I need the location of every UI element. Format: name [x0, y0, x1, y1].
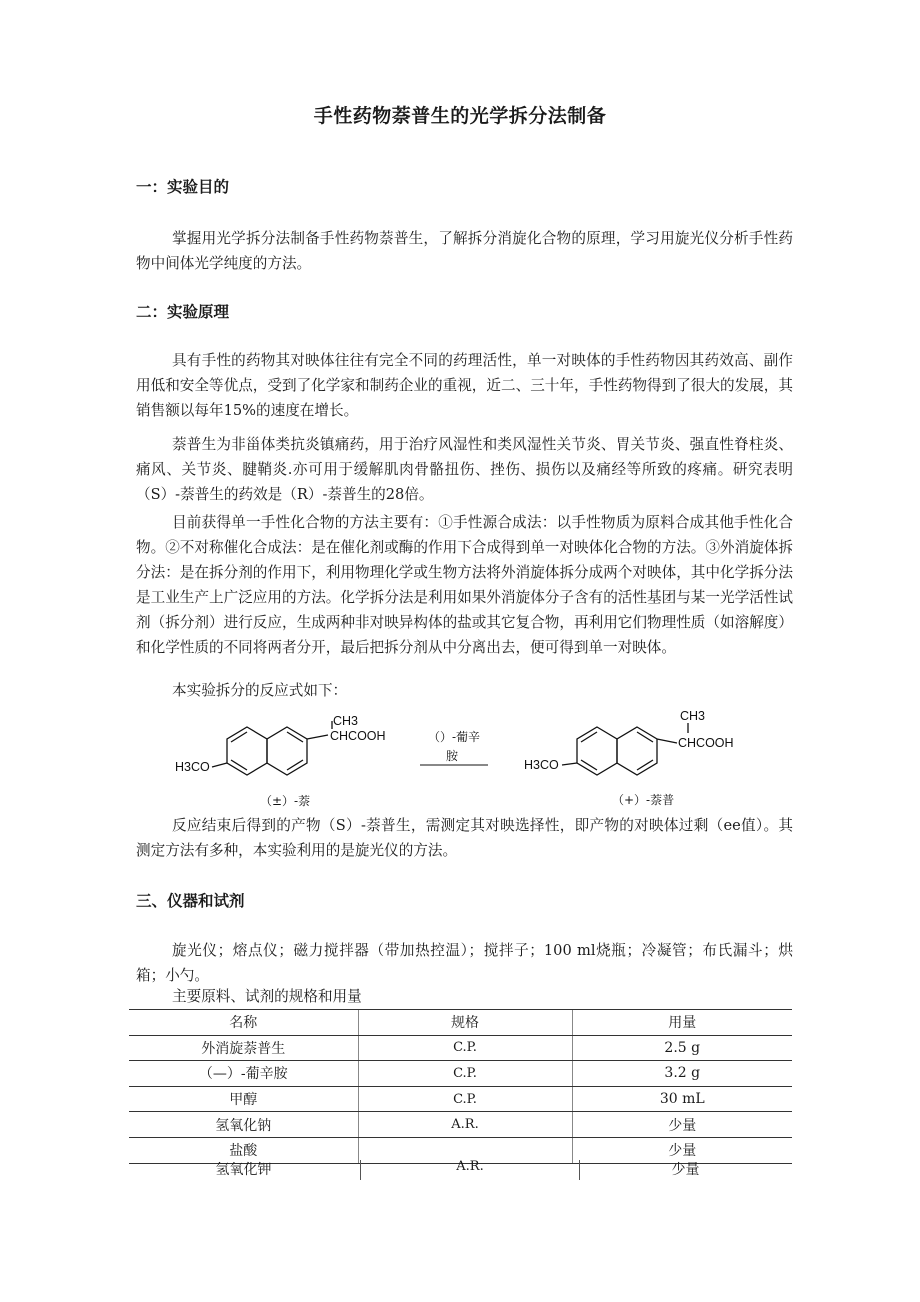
cell-amount: 3.2 g: [572, 1061, 792, 1087]
reagents-caption: 主要原料、试剂的规格和用量: [172, 988, 362, 1005]
cell-spec: C.P.: [358, 1086, 572, 1112]
reagents-table: [129, 1009, 792, 1164]
right-label: （+）-萘普: [612, 793, 675, 807]
table-last-row: [129, 1159, 792, 1181]
cell-amount: 少量: [572, 1137, 792, 1163]
principle-paragraph-1: 具有手性的药物其对映体往往有完全不同的药理活性，单一对映体的手性药物因其药效高、副作用低和安全等优点，受到了化学家和制药企业的重视，近二、三十年，手性药物得到了很大的发展，其销售额以每年15%的速度在增长。: [136, 352, 793, 419]
reagent-line1: （）-葡辛: [428, 730, 481, 744]
cell-spec: A.R.: [358, 1112, 572, 1138]
right-naphthalene-structure: [562, 723, 688, 775]
left-ch3: CH3: [333, 714, 359, 728]
left-methoxy: H3CO: [175, 760, 210, 774]
header-amount: 用量: [572, 1010, 792, 1036]
principle-paragraph-4: 本实验拆分的反应式如下：: [172, 682, 348, 699]
header-spec: 规格: [358, 1010, 572, 1036]
reaction-scheme: [150, 705, 790, 815]
cell-name: （—）-葡辛胺: [129, 1061, 358, 1087]
cell-name: 甲醇: [129, 1086, 358, 1112]
principle-paragraph-2: 萘普生为非甾体类抗炎镇痛药，用于治疗风湿性和类风湿性关节炎、胃关节炎、强直性脊柱炎、痛风、关节炎、腱鞘炎.亦可用于缓解肌肉骨骼扭伤、挫伤、损伤以及痛经等所致的疼痛。研究表明（S）-萘普生的药效是（R）-萘普生的28倍。: [136, 436, 793, 503]
cell-name: 氢氧化钾: [215, 1162, 272, 1178]
right-chain: CHCOOH: [678, 736, 734, 750]
instruments-paragraph: 旋光仪；熔点仪；磁力搅拌器（带加热控温）；搅拌子；100 ml烧瓶；冷凝管；布氏漏斗；烘箱；小勺。: [136, 942, 793, 984]
section-heading-principle: 二：实验原理: [136, 303, 230, 321]
cell-amount: 少量: [572, 1112, 792, 1138]
cell-spec: C.P.: [358, 1061, 572, 1087]
cell-amount: 2.5 g: [572, 1035, 792, 1061]
table-row: [129, 1112, 792, 1138]
right-ch3: CH3: [680, 709, 706, 723]
cell-spec: C.P.: [358, 1035, 572, 1061]
left-label: （±）-萘: [260, 794, 311, 808]
table-row: [129, 1086, 792, 1112]
section-heading-purpose: 一：实验目的: [136, 178, 230, 196]
cell-name: 外消旋萘普生: [129, 1035, 358, 1061]
cell-name: 氢氧化钠: [129, 1112, 358, 1138]
right-methoxy: H3CO: [524, 758, 559, 772]
table-row: [129, 1061, 792, 1087]
cell-name: 盐酸: [129, 1137, 358, 1163]
header-name: 名称: [129, 1010, 358, 1036]
cell-amount: 少量: [671, 1162, 700, 1178]
principle-paragraph-3: 目前获得单一手性化合物的方法主要有：①手性源合成法：以手性物质为原料合成其他手性化合物。②不对称催化合成法：是在催化剂或酶的作用下合成得到单一对映体化合物的方法。③外消旋体拆分法：是在拆分剂的作用下，利用物理化学或生物方法将外消旋体拆分成两个对映体，其中化学拆分法是工业生产上广泛应用的方法。化学拆分法是利用如果外消旋体分子含有的活性基团与某一光学活性试剂（拆分剂）进行反应，生成两种非对映异构体的盐或其它复合物，再利用它们物理性质（如溶解度）和化学性质的不同将两者分开，最后把拆分剂从中分离出去，便可得到单一对映体。: [136, 514, 793, 656]
left-chain: CHCOOH: [330, 729, 386, 743]
left-naphthalene-structure: [212, 721, 332, 775]
page-title: 手性药物萘普生的光学拆分法制备: [313, 105, 607, 127]
table-row: [129, 1035, 792, 1061]
reagent-line2: 胺: [446, 749, 459, 763]
cell-spec: A.R.: [456, 1159, 484, 1174]
cell-amount: 30 mL: [572, 1086, 792, 1112]
principle-paragraph-5: 反应结束后得到的产物（S）-萘普生，需测定其对映选择性，即产物的对映体过剩（ee值）。其测定方法有多种，本实验利用的是旋光仪的方法。: [136, 817, 793, 859]
table-header-row: [129, 1010, 792, 1036]
purpose-paragraph: 掌握用光学拆分法制备手性药物萘普生，了解拆分消旋化合物的原理，学习用旋光仪分析手性药物中间体光学纯度的方法。: [136, 230, 793, 272]
section-heading-instruments: 三、仪器和试剂: [136, 892, 245, 910]
